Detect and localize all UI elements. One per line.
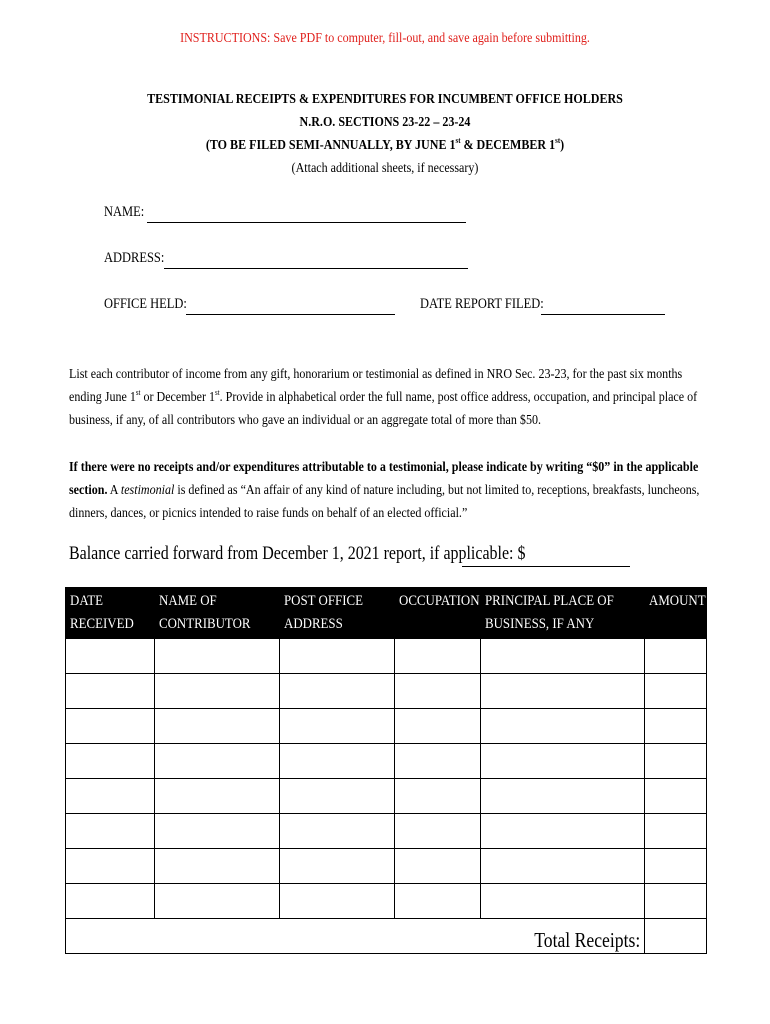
contributor-cell[interactable] [155,849,280,884]
date-field-row [420,296,564,313]
header-contributor-name: NAME OF CONTRIBUTOR [155,588,280,639]
address-cell[interactable] [280,814,395,849]
occupation-cell[interactable] [395,814,481,849]
address-cell[interactable] [280,779,395,814]
name-field-row [104,204,151,221]
business-cell[interactable] [481,709,645,744]
address-cell[interactable] [280,884,395,919]
form-title [0,88,770,180]
title-line-3: (TO BE FILED SEMI-ANNUALLY, BY JUNE 1st & DECEMBER 1st) [205,136,565,153]
date-filed-input-line[interactable] [541,314,665,315]
name-input-line[interactable] [147,222,466,223]
contributor-cell[interactable] [155,674,280,709]
total-receipts-label: Total Receipts: [66,919,645,954]
office-field-row [104,296,200,313]
amount-cell[interactable] [645,849,707,884]
address-input-line[interactable] [164,268,468,269]
date-cell[interactable] [66,849,155,884]
date-cell[interactable] [66,639,155,674]
date-cell[interactable] [66,709,155,744]
instructions-text: INSTRUCTIONS: Save PDF to computer, fill-out, and save again before submitting. [180,31,590,46]
address-cell[interactable] [280,674,395,709]
table-header-row [66,588,707,639]
occupation-cell[interactable] [395,849,481,884]
business-cell[interactable] [481,639,645,674]
balance-forward-row [69,543,612,565]
office-held-input-line[interactable] [186,314,395,315]
table-row [66,814,707,849]
amount-cell[interactable] [645,884,707,919]
header-occupation: OCCUPATION [395,588,481,639]
address-cell[interactable] [280,639,395,674]
attach-note: (Attach additional sheets, if necessary) [291,161,479,176]
table-row [66,744,707,779]
address-cell[interactable] [280,709,395,744]
amount-cell[interactable] [645,744,707,779]
business-cell[interactable] [481,884,645,919]
date-filed-label: DATE REPORT FILED: [420,296,544,312]
occupation-cell[interactable] [395,744,481,779]
occupation-cell[interactable] [395,639,481,674]
balance-forward-label: Balance carried forward from December 1, 2021 report, if applicable: $ [69,543,526,564]
title-line-2: N.R.O. SECTIONS 23-22 – 23-24 [299,115,471,130]
zero-receipts-note: If there were no receipts and/or expenditures attributable to a testimonial, please indicate by writing “$0” in the applicable section. A testimonial is defined as “An affair of any kind of nature including, but not limited to, receptions, breakfasts, luncheons, dinners, dances, or picnics intended to raise funds on behalf of an elected official.” [69,460,700,521]
table-row [66,709,707,744]
occupation-cell[interactable] [395,674,481,709]
total-row [66,919,707,954]
business-cell[interactable] [481,744,645,779]
contributor-cell[interactable] [155,744,280,779]
contributor-cell[interactable] [155,814,280,849]
table-row [66,674,707,709]
address-cell[interactable] [280,849,395,884]
date-cell[interactable] [66,674,155,709]
office-held-label: OFFICE HELD: [104,296,187,312]
occupation-cell[interactable] [395,779,481,814]
date-cell[interactable] [66,814,155,849]
amount-cell[interactable] [645,709,707,744]
date-cell[interactable] [66,744,155,779]
table-row [66,849,707,884]
total-receipts-amount-cell[interactable] [645,919,707,954]
contributor-cell[interactable] [155,779,280,814]
contributor-cell[interactable] [155,884,280,919]
contributor-cell[interactable] [155,639,280,674]
business-cell[interactable] [481,779,645,814]
header-post-office-address: POST OFFICE ADDRESS [280,588,395,639]
header-principal-place: PRINCIPAL PLACE OF BUSINESS, IF ANY [481,588,645,639]
receipts-table [65,587,707,954]
amount-cell[interactable] [645,674,707,709]
name-label: NAME: [104,204,145,220]
title-line-1: TESTIMONIAL RECEIPTS & EXPENDITURES FOR INCUMBENT OFFICE HOLDERS [147,92,623,107]
amount-cell[interactable] [645,814,707,849]
contributor-cell[interactable] [155,709,280,744]
date-cell[interactable] [66,779,155,814]
table-row [66,884,707,919]
table-row [66,779,707,814]
amount-cell[interactable] [645,639,707,674]
balance-input-line[interactable] [462,566,630,567]
business-cell[interactable] [481,849,645,884]
address-label: ADDRESS: [104,250,165,266]
occupation-cell[interactable] [395,884,481,919]
date-cell[interactable] [66,884,155,919]
contributor-instructions: List each contributor of income from any gift, honorarium or testimonial as defined in NRO Sec. 23-23, for the past six months ending June 1st or December 1st. Provide in alphabetical order the full name, post office address, occupation, and principal place of business, if any, of all contributors who gave an individual or an aggregate total of more than $50. [69,367,698,428]
business-cell[interactable] [481,814,645,849]
table-row [66,639,707,674]
amount-cell[interactable] [645,779,707,814]
business-cell[interactable] [481,674,645,709]
occupation-cell[interactable] [395,709,481,744]
header-date-received: DATE RECEIVED [66,588,155,639]
address-cell[interactable] [280,744,395,779]
address-field-row [104,250,174,267]
header-amount: AMOUNT [645,588,707,639]
